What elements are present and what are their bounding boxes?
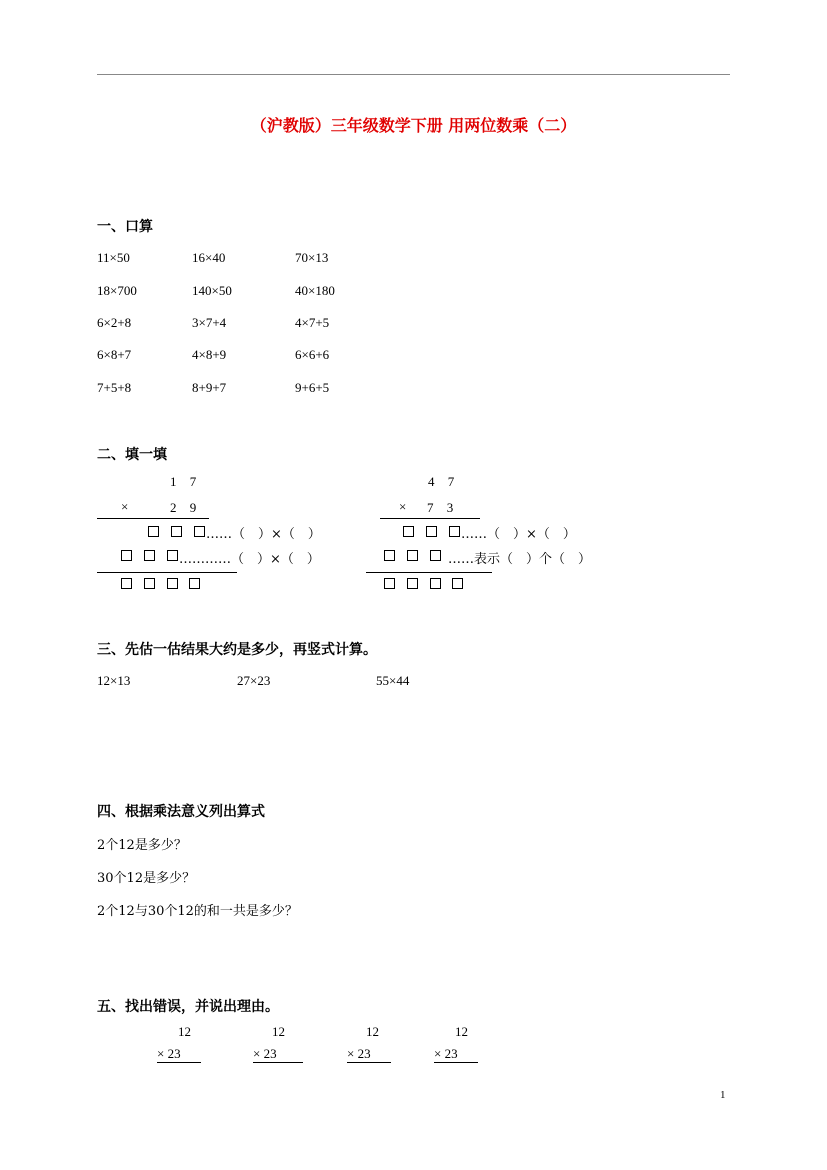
answer-box[interactable] (194, 526, 205, 537)
oral-calc-item: 4×7+5 (295, 315, 330, 330)
section4-heading: 四、根据乘法意义列出算式 (97, 804, 265, 820)
multiplicand: 1 7 (170, 474, 197, 489)
answer-box[interactable] (403, 526, 414, 537)
answer-box[interactable] (167, 578, 178, 589)
estimate-item: 27×23 (237, 673, 271, 688)
answer-box[interactable] (121, 550, 132, 561)
multiply-sign: × (121, 499, 129, 514)
question-item: 30个12是多少？ (97, 871, 196, 886)
multiplier: 2 9 (170, 500, 197, 515)
calc-line (366, 572, 492, 573)
answer-box[interactable] (384, 578, 395, 589)
multiplicand: 4 7 (428, 474, 455, 489)
answer-box[interactable] (449, 526, 460, 537)
answer-box[interactable] (167, 550, 178, 561)
oral-calc-item: 18×700 (97, 283, 137, 298)
estimate-item: 12×13 (97, 673, 131, 688)
oral-calc-item: 11×50 (97, 250, 130, 265)
section1-heading: 一、口算 (97, 219, 153, 235)
answer-box[interactable] (430, 578, 441, 589)
header-rule (97, 74, 730, 75)
calc-line (380, 518, 480, 519)
problem-top: 12 (455, 1024, 468, 1039)
fill-blank-text: ……（ ）×（ ） (461, 527, 576, 542)
oral-calc-item: 16×40 (192, 250, 226, 265)
answer-box[interactable] (407, 578, 418, 589)
answer-box[interactable] (189, 578, 200, 589)
problem-bottom: × 23 (434, 1046, 478, 1063)
question-item: 2个12与30个12的和一共是多少？ (97, 904, 298, 919)
problem-bottom: × 23 (157, 1046, 201, 1063)
section3-heading: 三、先估一估结果大约是多少，再竖式计算。 (97, 642, 377, 658)
estimate-item: 55×44 (376, 673, 410, 688)
problem-bottom: × 23 (253, 1046, 303, 1063)
answer-box[interactable] (430, 550, 441, 561)
section5-heading: 五、找出错误，并说出理由。 (97, 999, 279, 1015)
oral-calc-item: 6×6+6 (295, 347, 330, 362)
fill-blank-text: ……表示（ ）个（ ） (448, 552, 592, 567)
oral-calc-item: 8+9+7 (192, 380, 227, 395)
calc-line (97, 572, 237, 573)
problem-top: 12 (366, 1024, 379, 1039)
fill-blank-text: …………（ ）×（ ） (179, 552, 320, 567)
question-item: 2个12是多少？ (97, 838, 187, 853)
oral-calc-item: 7+5+8 (97, 380, 132, 395)
multiply-sign: × (399, 499, 407, 514)
oral-calc-item: 6×2+8 (97, 315, 132, 330)
multiplier: 7 3 (427, 500, 454, 515)
section2-heading: 二、填一填 (97, 447, 167, 463)
answer-box[interactable] (171, 526, 182, 537)
fill-blank-text: ……（ ）×（ ） (206, 527, 321, 542)
answer-box[interactable] (426, 526, 437, 537)
page-number: 1 (720, 1089, 726, 1101)
answer-box[interactable] (148, 526, 159, 537)
oral-calc-item: 140×50 (192, 283, 232, 298)
oral-calc-item: 4×8+9 (192, 347, 227, 362)
calc-line (97, 518, 209, 519)
problem-top: 12 (272, 1024, 285, 1039)
answer-box[interactable] (452, 578, 463, 589)
problem-top: 12 (178, 1024, 191, 1039)
oral-calc-item: 3×7+4 (192, 315, 227, 330)
answer-box[interactable] (144, 550, 155, 561)
answer-box[interactable] (384, 550, 395, 561)
answer-box[interactable] (407, 550, 418, 561)
oral-calc-item: 40×180 (295, 283, 335, 298)
oral-calc-item: 70×13 (295, 250, 329, 265)
answer-box[interactable] (144, 578, 155, 589)
page-title: （沪教版）三年级数学下册 用两位数乘（二） (250, 116, 577, 135)
oral-calc-item: 9+6+5 (295, 380, 330, 395)
problem-bottom: × 23 (347, 1046, 391, 1063)
answer-box[interactable] (121, 578, 132, 589)
oral-calc-item: 6×8+7 (97, 347, 132, 362)
